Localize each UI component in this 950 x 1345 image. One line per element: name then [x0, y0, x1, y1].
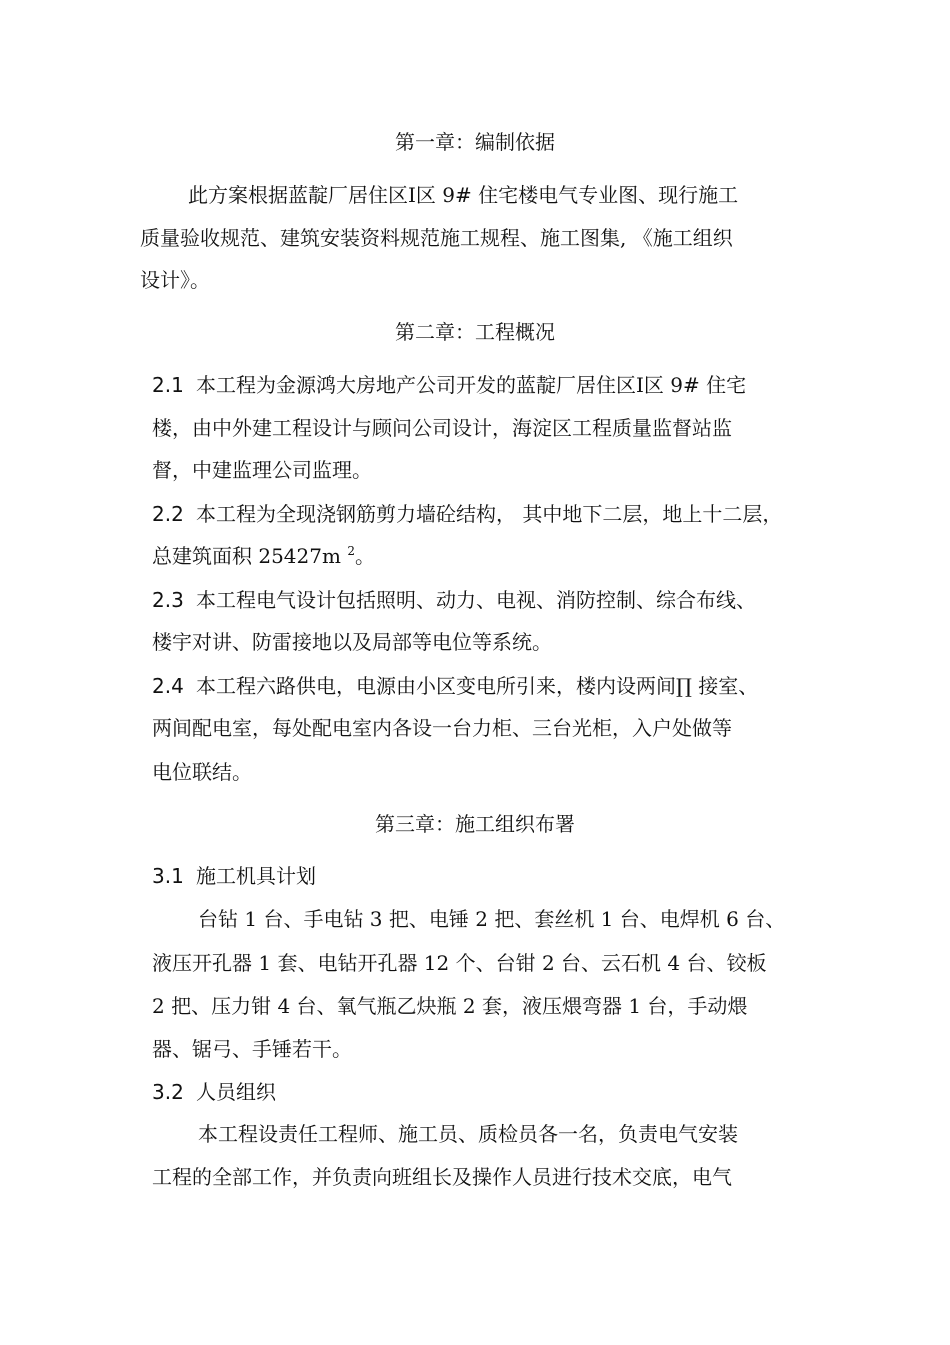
- section-2-3-text: 本工程电气设计包括照明、动力、电视、消防控制、综合布线、: [196, 588, 756, 612]
- section-2-2-area-end: 。: [354, 544, 375, 568]
- section-3-2-number: 3.2: [152, 1080, 184, 1104]
- section-2-1-text: 本工程为金源鸿大房地产公司开发的蓝靛厂居住区Ⅰ区 9# 住宅: [196, 373, 747, 397]
- section-3-1-line3: 2 把、压力钳 4 台、氧气瓶乙炔瓶 2 套，液压煨弯器 1 台，手动煨: [152, 994, 748, 1018]
- section-3-2-line1: 本工程设责任工程师、施工员、质检员各一名，负责电气安装: [198, 1122, 738, 1146]
- section-2-2-area-superscript: 2: [347, 544, 355, 558]
- section-3-1-line1: 台钻 1 台、手电钻 3 把、电锤 2 把、套丝机 1 台、电焊机 6 台、: [198, 907, 786, 931]
- section-2-4-line1: [152, 674, 758, 698]
- section-3-1-number: 3.1: [152, 864, 184, 888]
- chapter1-line1: 此方案根据蓝靛厂居住区Ⅰ区 9# 住宅楼电气专业图、现行施工: [188, 183, 739, 207]
- section-3-1-line2: 液压开孔器 1 套、电钻开孔器 12 个、台钳 2 台、云石机 4 台、铰板: [152, 951, 767, 975]
- chapter3-title: 第三章：施工组织布署: [375, 812, 575, 836]
- section-3-1-title: 施工机具计划: [196, 864, 316, 888]
- section-2-4-number: 2.4: [152, 674, 184, 698]
- chapter1-line2: 质量验收规范、建筑安装资料规范施工规程、施工图集, 《施工组织: [140, 226, 733, 250]
- section-2-4-text: 本工程六路供电，电源由小区变电所引来，楼内设两间∏ 接室、: [196, 674, 759, 698]
- section-2-1-number: 2.1: [152, 373, 184, 397]
- section-2-1-line1: [152, 373, 746, 397]
- section-3-2-line2: 工程的全部工作，并负责向班组长及操作人员进行技术交底，电气: [152, 1165, 732, 1189]
- section-2-3-line2: 楼宇对讲、防雷接地以及局部等电位等系统。: [152, 630, 552, 654]
- chapter2-title: 第二章：工程概况: [395, 320, 555, 344]
- section-2-1-line2: 楼，由中外建工程设计与顾问公司设计，海淀区工程质量监督站监: [152, 416, 732, 440]
- section-2-2-line1: [152, 502, 782, 526]
- section-2-2-text: 本工程为全现浇钢筋剪力墙砼结构， 其中地下二层，地上十二层，: [196, 502, 783, 526]
- section-2-2-line2: [152, 544, 375, 568]
- chapter1-line3: 设计》。: [140, 268, 210, 292]
- section-2-1-line3: 督，中建监理公司监理。: [152, 458, 372, 482]
- section-3-2-title: 人员组织: [196, 1080, 276, 1104]
- section-2-2-number: 2.2: [152, 502, 184, 526]
- section-2-3-number: 2.3: [152, 588, 184, 612]
- section-3-1-line4: 器、锯弓、手锤若干。: [152, 1037, 352, 1061]
- chapter1-title: 第一章：编制依据: [395, 130, 555, 154]
- section-2-4-line2: 两间配电室，每处配电室内各设一台力柜、三台光柜，入户处做等: [152, 716, 732, 740]
- section-3-2-heading: [152, 1080, 276, 1104]
- section-2-2-area-text: 总建筑面积 25427m: [152, 544, 348, 568]
- section-3-1-heading: [152, 864, 316, 888]
- section-2-3-line1: [152, 588, 756, 612]
- section-2-4-line3: 电位联结。: [152, 760, 252, 784]
